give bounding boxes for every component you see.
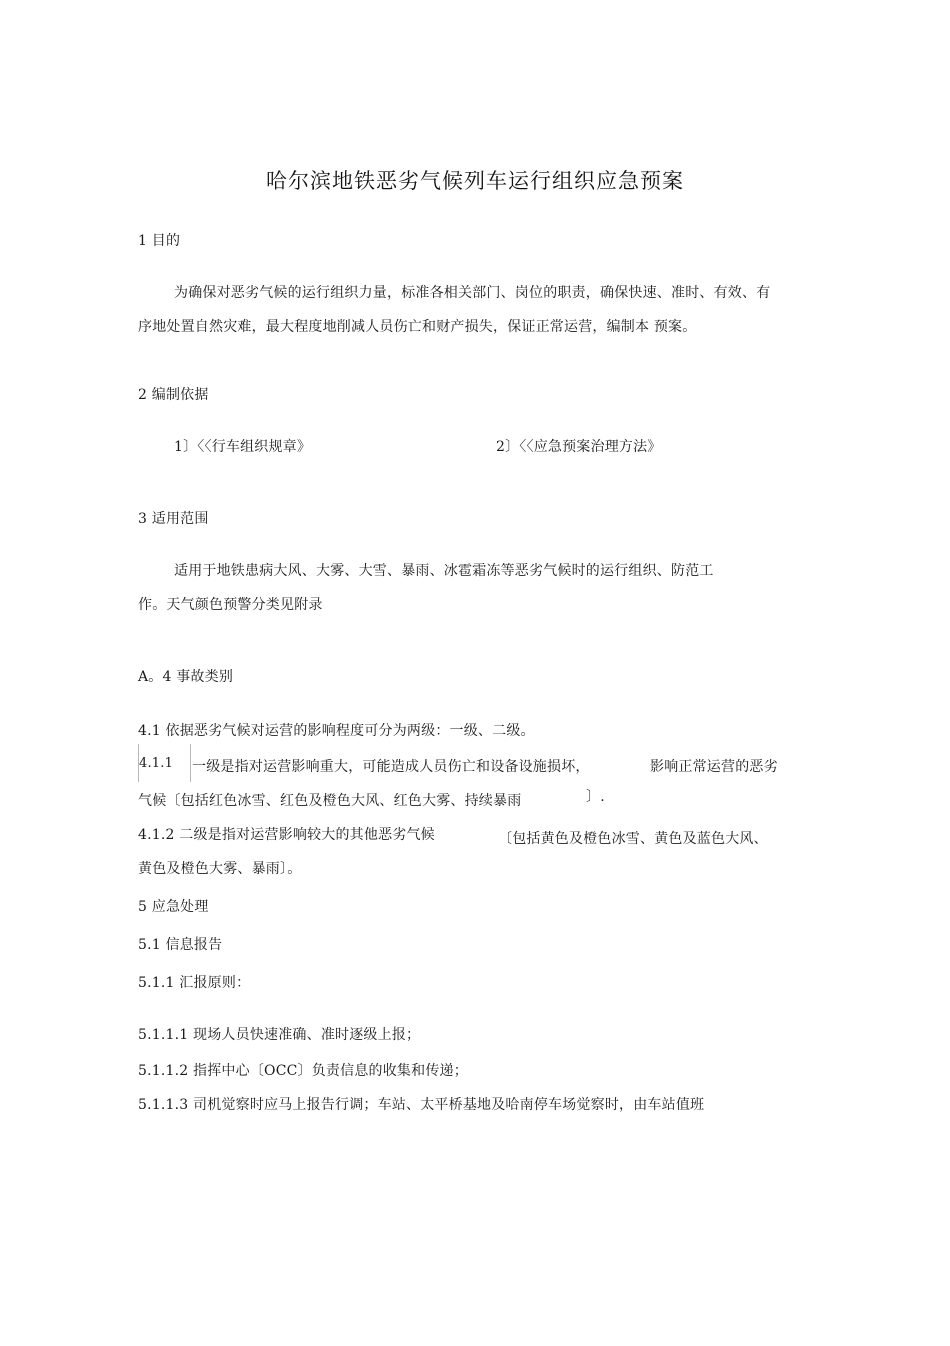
item-4-1-1-line-2: 气候〔包括红色冰雪、红色及橙色大风、红色大雾、持续暴雨 <box>138 793 522 809</box>
reference-2: 2〕〈〈应急预案治理方法》 <box>496 439 662 455</box>
reference-1: 1〕〈〈行车组织规章》 <box>174 439 312 455</box>
section-4-heading: A。4 事故类别 <box>138 669 234 685</box>
item-4-1-1-text-a: 一级是指对运营影响重大，可能造成人员伤亡和设备设施损坏， <box>192 759 590 775</box>
section-3-paragraph-line-2: 作。天气颜色预警分类见附录 <box>138 597 323 613</box>
section-5-heading: 5 应急处理 <box>138 899 209 915</box>
section-3-paragraph-line-1: 适用于地铁患病大风、大雾、大雪、暴雨、冰雹霜冻等恶劣气候时的运行组织、防范工 <box>174 563 714 579</box>
item-5-1: 5.1 信息报告 <box>138 937 223 953</box>
item-4-1-2-text-b: 〔包括黄色及橙色冰雪、黄色及蓝色大风、 <box>498 831 768 847</box>
margin-rule-right <box>190 744 191 782</box>
item-5-1-1-1: 5.1.1.1 现场人员快速准确、准时逐级上报； <box>138 1027 421 1043</box>
item-5-1-1-3: 5.1.1.3 司机觉察时应马上报告行调；车站、太平桥基地及哈南停车场觉察时，由车站值班 <box>138 1097 705 1113</box>
section-3-heading: 3 适用范围 <box>138 511 209 527</box>
item-4-1-2-line-2: 黄色及橙色大雾、暴雨〕。 <box>138 861 302 877</box>
item-4-1-2-text-a: 4.1.2 二级是指对运营影响较大的其他恶劣气候 <box>138 827 435 843</box>
section-2-heading: 2 编制依据 <box>138 387 209 403</box>
item-5-1-1-2: 5.1.1.2 指挥中心〔OCC〕负责信息的收集和传递； <box>138 1063 468 1079</box>
section-1-heading: 1 目的 <box>138 233 181 249</box>
document-title: 哈尔滨地铁恶劣气候列车运行组织应急预案 <box>266 169 684 193</box>
section-1-paragraph-line-2: 序地处置自然灾难，最大程度地削减人员伤亡和财产损失，保证正常运营，编制本 预案。 <box>138 319 697 335</box>
item-4-1-1-text-b: 影响正常运营的恶劣 <box>650 759 778 775</box>
section-1-paragraph-line-1: 为确保对恶劣气候的运行组织力量，标准各相关部门、岗位的职责，确保快速、准时、有效、有 <box>174 285 771 301</box>
item-4-1: 4.1 依据恶劣气候对运营的影响程度可分为两级：一级、二级。 <box>138 723 535 739</box>
item-4-1-1-number: 4.1.1 <box>139 756 174 771</box>
item-5-1-1: 5.1.1 汇报原则： <box>138 975 251 991</box>
item-4-1-1-closing: 〕. <box>586 789 605 805</box>
